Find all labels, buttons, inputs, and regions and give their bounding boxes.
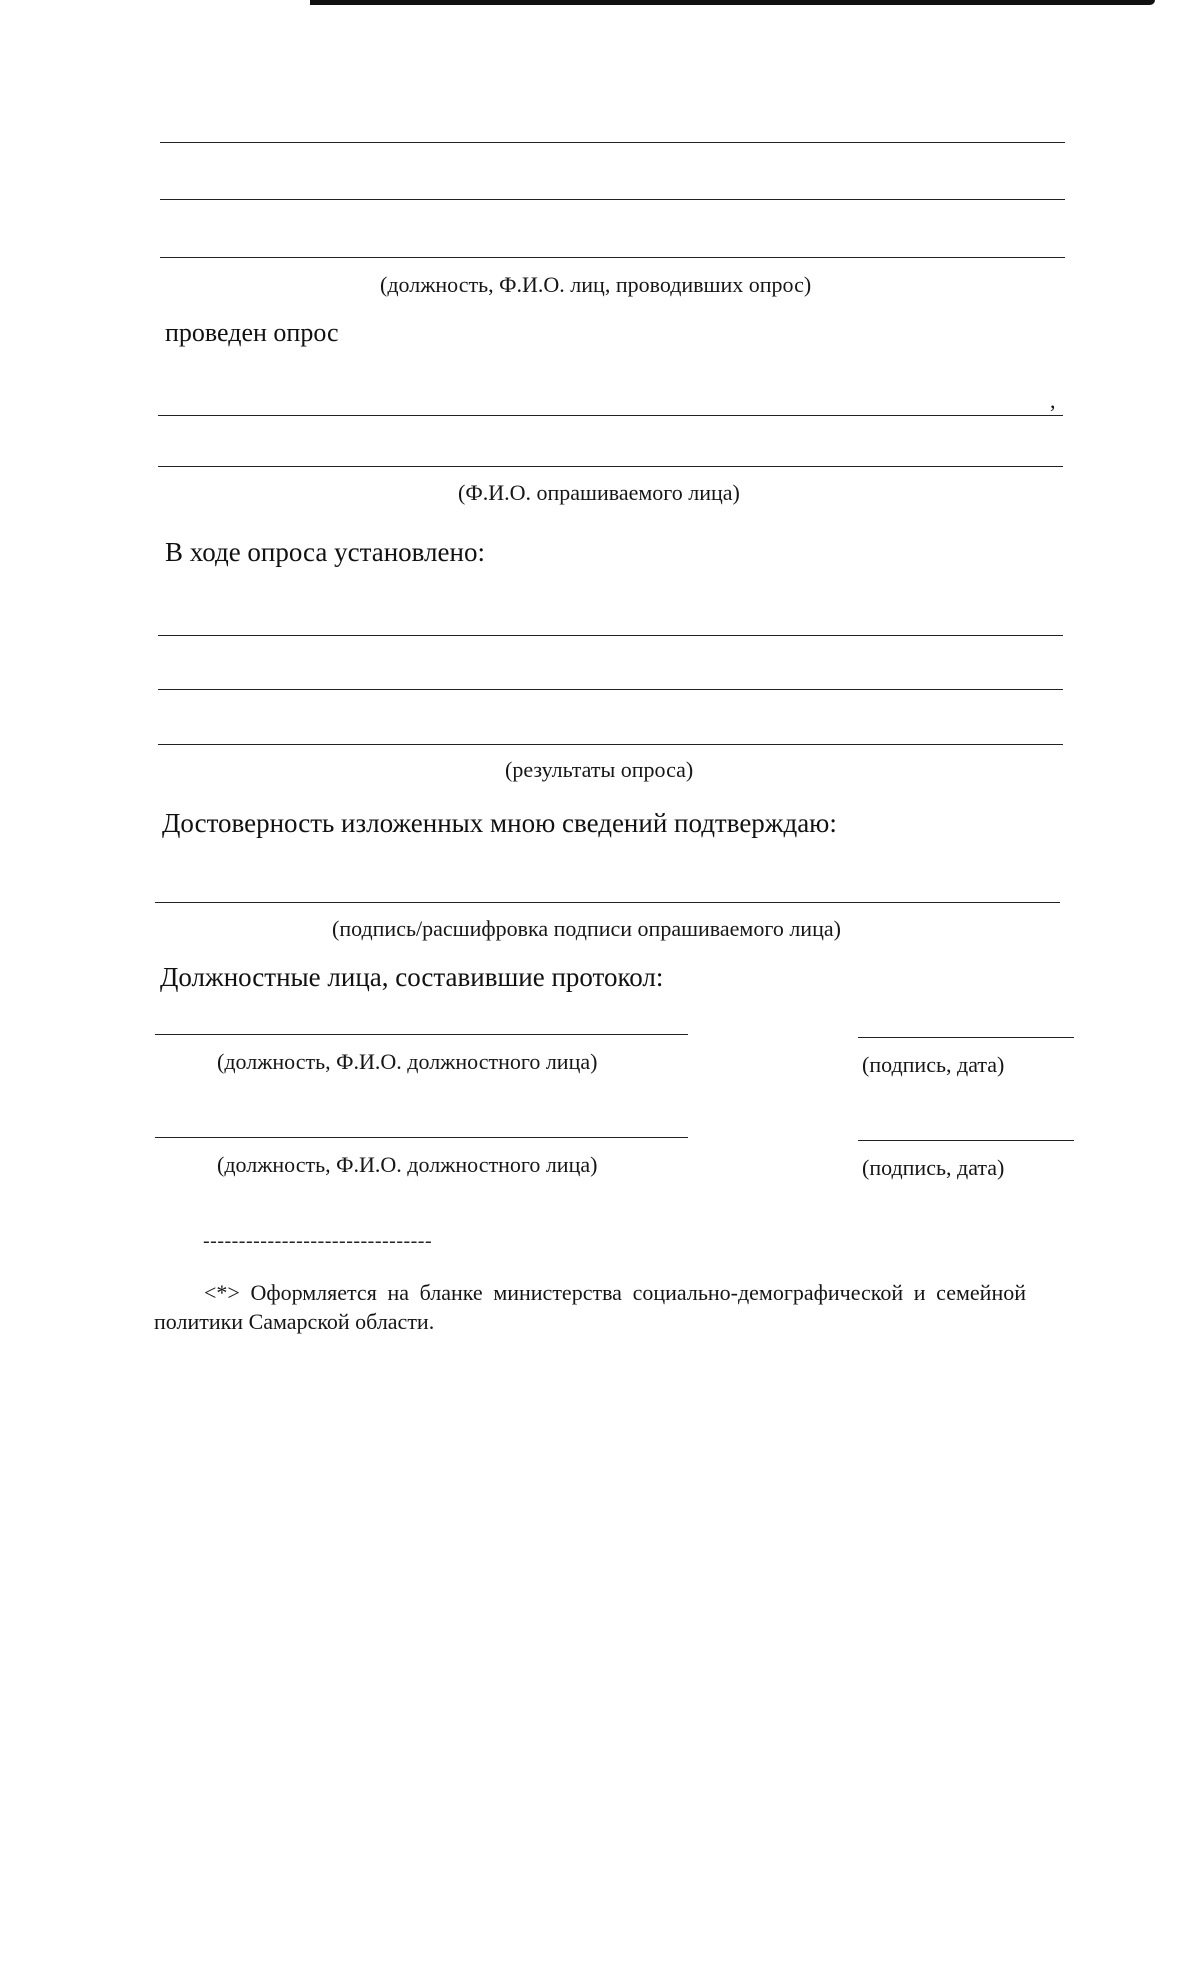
interviewer-line-2[interactable] bbox=[160, 199, 1065, 200]
respondent-signature-line[interactable] bbox=[155, 902, 1060, 903]
interviewer-line-1[interactable] bbox=[160, 142, 1065, 143]
results-caption: (результаты опроса) bbox=[505, 757, 694, 782]
interviewer-line-3[interactable] bbox=[160, 257, 1065, 258]
official-1-signature-line[interactable] bbox=[858, 1037, 1074, 1038]
official-2-signature-caption: (подпись, дата) bbox=[862, 1155, 1005, 1180]
interviewers-caption: (должность, Ф.И.О. лиц, проводивших опрос) bbox=[380, 272, 812, 297]
official-2-position-caption: (должность, Ф.И.О. должностного лица) bbox=[217, 1152, 598, 1177]
footnote-text: <*> Оформляется на бланке министерства социально-демографической и семейной политики Самарской области. bbox=[154, 1280, 1026, 1334]
respondent-signature-caption: (подпись/расшифровка подписи опрашиваемого лица) bbox=[332, 916, 841, 941]
established-heading: В ходе опроса установлено: bbox=[165, 537, 485, 567]
official-2-signature-line[interactable] bbox=[858, 1140, 1074, 1141]
official-1-signature-caption: (подпись, дата) bbox=[862, 1052, 1005, 1077]
official-1-position-line[interactable] bbox=[155, 1034, 688, 1035]
respondent-line-1[interactable] bbox=[158, 415, 1063, 416]
scan-edge bbox=[310, 0, 1155, 5]
comma-mark: , bbox=[1050, 388, 1056, 413]
results-line-2[interactable] bbox=[158, 689, 1063, 690]
results-line-1[interactable] bbox=[158, 635, 1063, 636]
official-2-position-line[interactable] bbox=[155, 1137, 688, 1138]
confirmation-heading: Достоверность изложенных мною сведений подтверждаю: bbox=[162, 808, 837, 838]
results-line-3[interactable] bbox=[158, 744, 1063, 745]
survey-conducted-label: проведен опрос bbox=[165, 318, 339, 347]
officials-heading: Должностные лица, составившие протокол: bbox=[160, 962, 664, 992]
official-1-position-caption: (должность, Ф.И.О. должностного лица) bbox=[217, 1049, 598, 1074]
respondent-caption: (Ф.И.О. опрашиваемого лица) bbox=[458, 480, 740, 505]
footnote-separator: -------------------------------- bbox=[203, 1230, 433, 1252]
respondent-line-2[interactable] bbox=[158, 466, 1063, 467]
